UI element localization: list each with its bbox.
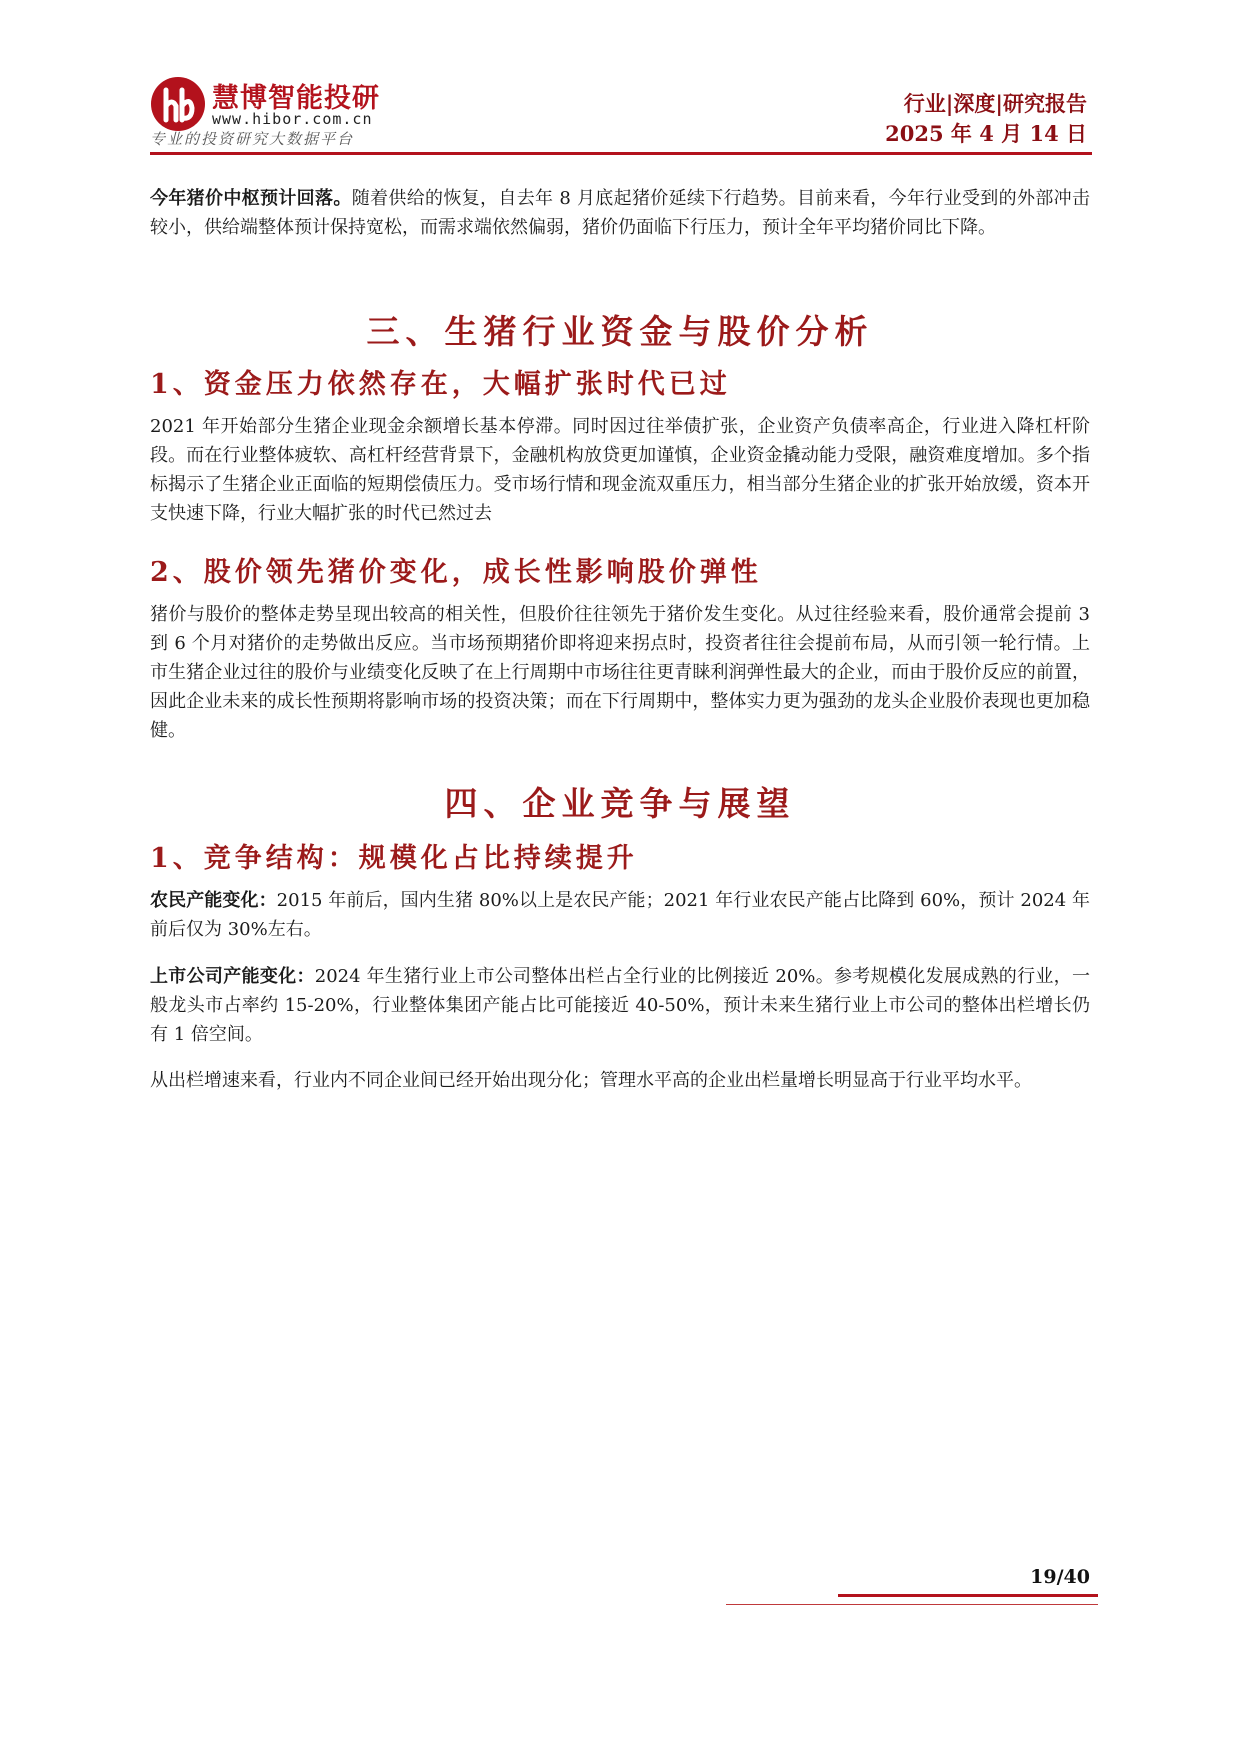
report-type: 行业|深度|研究报告	[903, 91, 1087, 116]
footer-divider-thin	[726, 1604, 1098, 1605]
farmer-capacity-text: 2015 年前后，国内生猪 80%以上是农民产能；2021 年行业农民产能占比降到 60%，预计 2024 年前后仅为 30%左右。	[150, 890, 1090, 940]
page-header	[150, 72, 1095, 152]
section3-sub1-title: 1、资金压力依然存在，大幅扩张时代已过	[150, 369, 731, 400]
header-divider	[150, 152, 1092, 155]
page-number: 19/40	[1030, 1566, 1090, 1588]
farmer-capacity-lead: 农民产能变化：	[150, 890, 277, 911]
listed-capacity-text: 2024 年生猪行业上市公司整体出栏占全行业的比例接近 20%。参考规模化发展成熟的行业，一般龙头市占率约 15-20%，行业整体集团产能占比可能接近 40-50%，预计未来生猪行业上市公司的整体出栏增长仍有 1 倍空间。	[150, 966, 1090, 1045]
listed-capacity-lead: 上市公司产能变化：	[150, 966, 315, 987]
intro-text: 随着供给的恢复，自去年 8 月底起猪价延续下行趋势。目前来看，今年行业受到的外部冲击较小，供给端整体预计保持宽松，而需求端依然偏弱，猪价仍面临下行压力，预计全年平均猪价同比下降。	[150, 188, 1090, 238]
section4-title: 四、企业竞争与展望	[444, 784, 796, 823]
growth-divergence-paragraph: 从出栏增速来看，行业内不同企业间已经开始出现分化；管理水平高的企业出栏量增长明显高于行业平均水平。	[150, 1070, 1032, 1091]
logo-name: 慧博智能投研	[212, 83, 380, 114]
hibor-logo-icon	[150, 76, 206, 132]
intro-paragraph	[150, 184, 1090, 242]
farmer-capacity-paragraph	[150, 886, 1090, 944]
listed-capacity-paragraph	[150, 962, 1090, 1049]
report-date: 2025 年 4 月 14 日	[885, 121, 1087, 146]
section3-sub1-paragraph: 2021 年开始部分生猪企业现金余额增长基本停滞。同时因过往举债扩张，企业资产负债率高企，行业进入降杠杆阶段。而在行业整体疲软、高杠杆经营背景下，金融机构放贷更加谨慎，企业资金撬动能力受限，融资难度增加。多个指标揭示了生猪企业正面临的短期偿债压力。受市场行情和现金流双重压力，相当部分生猪企业的扩张开始放缓，资本开支快速下降，行业大幅扩张的时代已然过去	[150, 416, 1090, 524]
section3-sub2-paragraph: 猪价与股价的整体走势呈现出较高的相关性，但股价往往领先于猪价发生变化。从过往经验来看，股价通常会提前 3 到 6 个月对猪价的走势做出反应。当市场预期猪价即将迎来拐点时，投资者往往会提前布局，从而引领一轮行情。上市生猪企业过往的股价与业绩变化反映了在上行周期中市场往往更青睐利润弹性最大的企业，而由于股价反应的前置，因此企业未来的成长性预期将影响市场的投资决策；而在下行周期中，整体实力更为强劲的龙头企业股价表现也更加稳健。	[150, 604, 1090, 741]
footer-divider-thick	[838, 1594, 1098, 1597]
logo-url: www.hibor.com.cn	[212, 110, 373, 128]
section3-title: 三、生猪行业资金与股价分析	[366, 312, 874, 351]
logo-slogan: 专业的投资研究大数据平台	[150, 130, 355, 148]
section4-sub1-title: 1、竞争结构：规模化占比持续提升	[150, 843, 638, 874]
intro-lead: 今年猪价中枢预计回落。	[150, 188, 352, 209]
section3-sub2-title: 2、股价领先猪价变化，成长性影响股价弹性	[150, 557, 762, 588]
